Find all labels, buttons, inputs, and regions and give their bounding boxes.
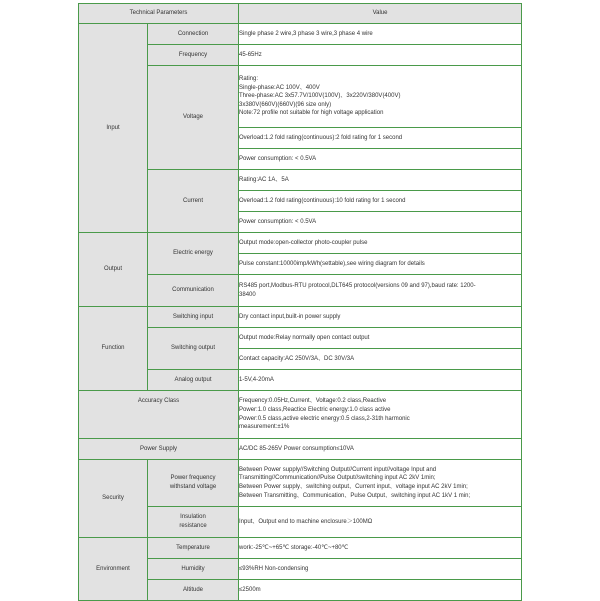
withstand-label-line: Power frequency (170, 475, 216, 482)
param-current: Current (148, 170, 239, 233)
accuracy-line: Power:0.5 class,active electric energy:0.5 class,2-31th harmonic (239, 415, 410, 422)
value-voltage-overload: Overload:1.2 fold rating(continuous):2 fold rating for 1 second (239, 128, 522, 149)
table-row (79, 460, 522, 507)
header-value: Value (239, 4, 522, 24)
value-current-overload: Overload:1.2 fold rating(continuous):10 fold rating for 1 second (239, 191, 522, 212)
value-current-power: Power consumption: < 0.5VA (239, 212, 522, 233)
value-accuracy (239, 391, 522, 439)
value-connection: Single phase 2 wire,3 phase 3 wire,3 phase 4 wire (239, 24, 522, 45)
table-row (79, 307, 522, 328)
withstand-line: Between Power supply//Switching Output//Current input//voltage Input and (239, 466, 437, 473)
param-altitude: Altitude (148, 580, 239, 601)
param-communication: Communication (148, 275, 239, 307)
accuracy-line: Power:1.0 class,Reactice Electric energy:1.0 class active (239, 406, 391, 413)
param-switching-output: Switching output (148, 328, 239, 370)
value-voltage-power: Power consumption: < 0.5VA (239, 149, 522, 170)
table-row (79, 233, 522, 254)
value-voltage-rating (239, 66, 522, 128)
accuracy-line: Frequency:0.05Hz,Current、Voltage:0.2 class,Reactive (239, 398, 387, 405)
value-energy-mode: Output mode:open-collector photo-coupler pulse (239, 233, 522, 254)
param-electric-energy: Electric energy (148, 233, 239, 275)
table-row (79, 538, 522, 559)
withstand-line: Transmitting//Communication//Pulse Output//switching input AC 2kV 1min; (239, 475, 436, 482)
communication-line: 38400 (239, 291, 256, 298)
accuracy-line: measurement:±1% (239, 424, 290, 431)
value-frequency: 45-65Hz (239, 45, 522, 66)
insulation-label-line: Insulation (180, 514, 206, 521)
param-humidity: Humidity (148, 559, 239, 580)
voltage-rating-line: Single-phase:AC 100V、400V (239, 84, 320, 91)
group-security: Security (79, 460, 148, 538)
value-withstand-voltage (239, 460, 522, 507)
voltage-rating-line: Rating: (239, 76, 259, 83)
value-switching-input: Dry contact input,built-in power supply (239, 307, 522, 328)
param-voltage: Voltage (148, 66, 239, 170)
voltage-rating-line: Three-phase:AC 3x57.7V/100V(100V)、3x220V/380V(400V) (239, 93, 401, 100)
param-switching-input: Switching input (148, 307, 239, 328)
group-output: Output (79, 233, 148, 307)
value-energy-pulse: Pulse constant:10000imp/kWh(settable),see wiring diagram for details (239, 254, 522, 275)
value-analog-output: 1-5V,4-20mA (239, 370, 522, 391)
value-switching-output-mode: Output mode:Relay normally open contact output (239, 328, 522, 349)
param-frequency: Frequency (148, 45, 239, 66)
param-connection: Connection (148, 24, 239, 45)
param-power-supply: Power Supply (79, 439, 239, 460)
withstand-label-line: withstand voltage (169, 484, 217, 490)
param-temperature: Temperature (148, 538, 239, 559)
value-humidity: ≤93%RH Non-condensing (239, 559, 522, 580)
param-insulation-resistance (148, 507, 239, 538)
value-power-supply: AC/DC 85-265V Power consumption≤10VA (239, 439, 522, 460)
header-params: Technical Parameters (79, 4, 239, 24)
value-altitude: ≤2500m (239, 580, 522, 601)
communication-line: RS485 port,Modbus-RTU protocol,DLT645 protocol(versions 09 and 97),baud rate: 1200- (239, 282, 476, 289)
group-input: Input (79, 24, 148, 233)
param-analog-output: Analog output (148, 370, 239, 391)
group-function: Function (79, 307, 148, 391)
voltage-rating-line: 3x380V(660V)(660V)(96 size only) (239, 101, 332, 108)
table-row (79, 391, 522, 439)
insulation-label-line: resistance (179, 523, 207, 529)
header-row (79, 4, 522, 24)
table-row (79, 24, 522, 45)
group-environment: Environment (79, 538, 148, 601)
value-temperature: work:-25℃~+65℃ storage:-40℃~+80℃ (239, 538, 522, 559)
param-withstand-voltage (148, 460, 239, 507)
value-current-rating: Rating:AC 1A、5A (239, 170, 522, 191)
param-accuracy-class: Accuracy Class (79, 391, 239, 439)
withstand-line: Between Transmitting、Communication、Pulse Output、switching input AC 1kV 1 min; (239, 492, 471, 499)
table-row (79, 439, 522, 460)
voltage-rating-line: Note:72 profile not suitable for high voltage application (239, 110, 384, 117)
value-communication (239, 275, 522, 307)
withstand-line: Between Power supply、switching output、Current input、voltage input AC 2kV 1min; (239, 484, 468, 490)
value-insulation-resistance: Input、Output end to machine enclosure＞100MΩ (239, 507, 522, 538)
value-contact-capacity: Contact capacity:AC 250V/3A、DC 30V/3A (239, 349, 522, 370)
spec-table (78, 3, 522, 601)
